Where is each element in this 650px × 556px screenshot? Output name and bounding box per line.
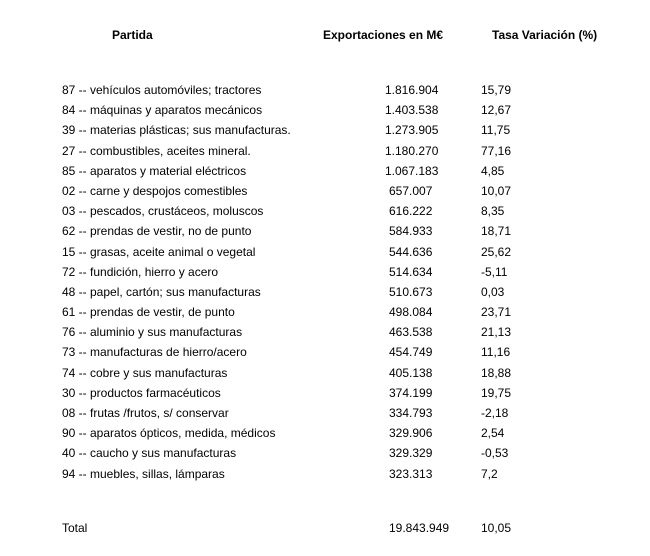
cell-exportaciones: 616.222 — [389, 204, 433, 219]
cell-exportaciones: 657.007 — [389, 183, 433, 198]
cell-exportaciones: 374.199 — [389, 385, 433, 400]
cell-exportaciones: 454.749 — [389, 345, 433, 360]
cell-partida: 72 -- fundición, hierro y acero — [62, 264, 219, 279]
table-row — [0, 363, 650, 383]
total-label: Total — [62, 521, 88, 535]
cell-partida: 84 -- máquinas y aparatos mecánicos — [62, 103, 263, 118]
cell-tasa: 4,85 — [481, 163, 505, 178]
table-row — [0, 141, 650, 161]
cell-exportaciones: 1.403.538 — [385, 103, 439, 118]
table-row — [0, 403, 650, 423]
total-tasa: 10,05 — [481, 521, 512, 535]
cell-exportaciones: 498.084 — [389, 305, 433, 320]
cell-tasa: 77,16 — [481, 143, 512, 158]
cell-partida: 39 -- materias plásticas; sus manufacturas. — [62, 123, 291, 138]
cell-tasa: 0,03 — [481, 284, 505, 299]
header-tasa-variacion: Tasa Variación (%) — [492, 28, 598, 42]
cell-tasa: 11,75 — [481, 123, 511, 138]
cell-partida: 90 -- aparatos ópticos, medida, médicos — [62, 426, 276, 441]
cell-exportaciones: 1.067.183 — [385, 163, 439, 178]
table-row — [0, 80, 650, 100]
cell-exportaciones: 1.816.904 — [385, 83, 439, 97]
table-row — [0, 161, 650, 181]
cell-tasa: 23,71 — [481, 305, 512, 320]
header-partida: Partida — [112, 28, 153, 42]
cell-tasa: 18,88 — [481, 365, 512, 380]
table-row — [0, 302, 650, 322]
cell-partida: 02 -- carne y despojos comestibles — [62, 183, 248, 198]
cell-tasa: 19,75 — [481, 385, 512, 400]
cell-partida: 15 -- grasas, aceite animal o vegetal — [62, 244, 256, 259]
total-row — [0, 518, 650, 538]
cell-partida: 85 -- aparatos y material eléctricos — [62, 163, 247, 178]
cell-partida: 76 -- aluminio y sus manufacturas — [62, 325, 243, 340]
cell-exportaciones: 329.329 — [389, 446, 433, 461]
cell-partida: 94 -- muebles, sillas, lámparas — [62, 466, 225, 481]
cell-partida: 30 -- productos farmacéuticos — [62, 385, 221, 400]
cell-tasa: 2,54 — [481, 426, 505, 441]
cell-exportaciones: 334.793 — [389, 406, 433, 420]
cell-tasa: 15,79 — [481, 83, 512, 97]
table-row — [0, 120, 650, 140]
cell-tasa: 8,35 — [481, 204, 505, 219]
cell-tasa: 11,16 — [481, 345, 511, 360]
cell-partida: 73 -- manufacturas de hierro/acero — [62, 345, 247, 360]
cell-partida: 62 -- prendas de vestir, no de punto — [62, 224, 252, 239]
cell-exportaciones: 323.313 — [389, 466, 433, 481]
cell-partida: 61 -- prendas de vestir, de punto — [62, 305, 235, 320]
cell-exportaciones: 584.933 — [389, 224, 433, 239]
total-exportaciones: 19.843.949 — [389, 521, 450, 535]
table-row — [0, 181, 650, 201]
cell-exportaciones: 1.180.270 — [385, 143, 439, 158]
cell-exportaciones: 1.273.905 — [385, 123, 439, 138]
table-row — [0, 383, 650, 403]
table-row — [0, 282, 650, 302]
table-row — [0, 100, 650, 120]
cell-exportaciones: 405.138 — [389, 365, 433, 380]
table-row — [0, 262, 650, 282]
table-row — [0, 201, 650, 221]
cell-tasa: 21,13 — [481, 325, 512, 340]
cell-partida: 08 -- frutas /frutos, s/ conservar — [62, 406, 229, 420]
cell-partida: 74 -- cobre y sus manufacturas — [62, 365, 228, 380]
cell-tasa: 12,67 — [481, 103, 512, 118]
cell-partida: 48 -- papel, cartón; sus manufacturas — [62, 284, 261, 299]
cell-tasa: 25,62 — [481, 244, 512, 259]
cell-partida: 03 -- pescados, crustáceos, moluscos — [62, 204, 264, 219]
cell-partida: 87 -- vehículos automóviles; tractores — [62, 83, 262, 97]
cell-exportaciones: 463.538 — [389, 325, 433, 340]
table-row — [0, 221, 650, 241]
cell-exportaciones: 510.673 — [389, 284, 433, 299]
cell-partida: 40 -- caucho y sus manufacturas — [62, 446, 237, 461]
table-row — [0, 322, 650, 342]
cell-tasa: -0,53 — [481, 446, 509, 461]
cell-tasa: 7,2 — [481, 466, 498, 481]
table-body — [0, 80, 650, 484]
table-row — [0, 242, 650, 262]
cell-tasa: -5,11 — [481, 264, 508, 279]
header-exportaciones: Exportaciones en M€ — [323, 28, 444, 42]
table-row — [0, 464, 650, 484]
cell-exportaciones: 329.906 — [389, 426, 433, 441]
table-row — [0, 443, 650, 463]
cell-exportaciones: 544.636 — [389, 244, 433, 259]
cell-tasa: 18,71 — [481, 224, 512, 239]
cell-partida: 27 -- combustibles, aceites mineral. — [62, 143, 251, 158]
table-row — [0, 342, 650, 362]
cell-tasa: -2,18 — [481, 406, 509, 420]
cell-tasa: 10,07 — [481, 183, 512, 198]
table-row — [0, 423, 650, 443]
cell-exportaciones: 514.634 — [389, 264, 433, 279]
